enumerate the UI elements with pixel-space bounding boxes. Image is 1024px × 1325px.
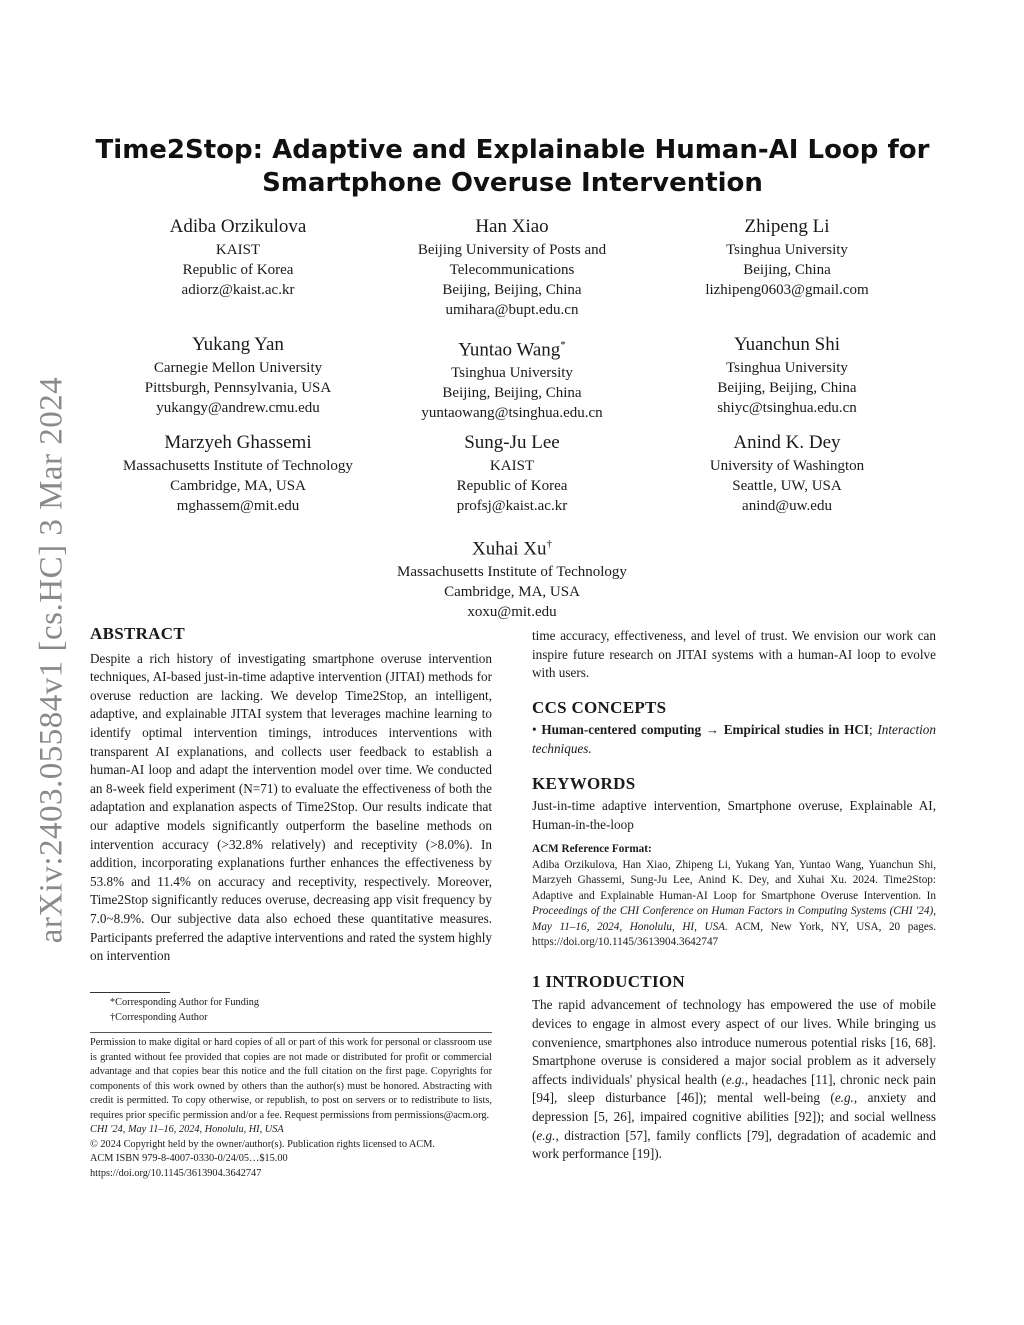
- author-location: Pittsburgh, Pennsylvania, USA: [144, 380, 332, 396]
- author-name: Han Xiao: [475, 216, 549, 237]
- author-location: Beijing, Beijing, China: [717, 380, 857, 396]
- abstract-text: Despite a rich history of investigating smartphone overuse intervention techniques, AI-based just-in-time adaptive intervention (JITAI) methods for overuse reduction are lacking. We develop Time2Stop, an intelligent, adaptive, and explainable JITAI system that leverages machine learning to identify optimal intervention timings, introduces interventions with transparent AI explanations, and collects user feedback to establish a human-AI loop and adapt the intervention model over time. We conducted an 8-week field experiment (N=71) to evaluate the effectiveness of both the adaptation and explanation aspects of Time2Stop. Our results indicate that our adaptive models significantly outperform the baseline methods on intervention accuracy (>32.8% relatively) and receptivity (>8.0%). In addition, incorporating explanations further enhances the effectiveness by 53.8% and 11.4% on accuracy and receptivity, respectively. Moreover, Time2Stop significantly reduces overuse, decreasing app visit frequency by 7.0~8.9%. Our subjective data also echoed these quantitative measures. Participants preferred the adaptive interventions and rated the system highly on intervention: [90, 650, 492, 964]
- author-affiliation: University of Washington: [709, 458, 865, 474]
- author-email[interactable]: yuntaowang@tsinghua.edu.cn: [421, 405, 603, 422]
- author-block: [362, 333, 662, 423]
- ccs-concept: Human-centered computing → Empirical studies in HCI: [541, 722, 869, 738]
- author-affiliation: KAIST: [215, 242, 261, 258]
- intro-part: , distraction [57], family conflicts [79], degradation of academic and work performance [19]).: [532, 1127, 936, 1162]
- ccs-text: [532, 721, 936, 758]
- author-name-text: Xuhai Xu: [472, 538, 547, 560]
- doi-link[interactable]: https://doi.org/10.1145/3613904.3642747: [90, 1167, 262, 1179]
- intro-part: , anxiety and depression [5, 26], impaired cognitive abilities [92]); and social wellness (: [532, 1090, 936, 1143]
- intro-text: [532, 996, 936, 1163]
- abstract-heading: ABSTRACT: [90, 624, 185, 643]
- author-email[interactable]: umihara@bupt.edu.cn: [445, 302, 579, 318]
- ccs-bullet: •: [532, 722, 542, 738]
- ccs-heading: CCS CONCEPTS: [532, 697, 667, 717]
- acm-ref-heading: ACM Reference Format:: [532, 843, 652, 856]
- author-location: Cambridge, MA, USA: [444, 584, 580, 601]
- author-email[interactable]: yukangy@andrew.cmu.edu: [156, 400, 320, 416]
- author-location: Beijing, Beijing, China: [442, 385, 582, 402]
- author-block: [88, 431, 388, 516]
- title-line-1: Time2Stop: Adaptive and Explainable Human-AI Loop for: [95, 135, 930, 165]
- author-location: Beijing, Beijing, China: [442, 282, 582, 298]
- author-location: Cambridge, MA, USA: [170, 478, 306, 494]
- eg-abbr: e.g.: [725, 1071, 745, 1087]
- author-name: [362, 532, 662, 561]
- footnote-corresponding: †Corresponding Author: [110, 1011, 208, 1023]
- intro-part: , headaches [11], chronic neck pain [94], sleep disturbance [46]); mental well-being (: [532, 1071, 936, 1106]
- copyright-line: © 2024 Copyright held by the owner/author(s). Publication rights licensed to ACM.: [90, 1138, 436, 1150]
- author-block: [362, 431, 662, 516]
- funding-mark: *: [560, 339, 566, 351]
- author-email[interactable]: lizhipeng0603@gmail.com: [705, 282, 869, 298]
- author-country: Republic of Korea: [182, 262, 294, 278]
- author-affiliation: Telecommunications: [449, 262, 575, 278]
- permission-text: Permission to make digital or hard copies of all or part of this work for personal or classroom use is granted without fee provided that copies are not made or distributed for profit or commercial advantage and that copies bear this notice and the full citation on the first page. Copyrights for components of this work owned by others than the author(s) must be honored. Abstracting with credit is permitted. To copy otherwise, or republish, to post on servers or to redistribute to lists, requires prior specific permission and/or a fee. Request permissions from permissions@acm.org.: [90, 1037, 492, 1121]
- arxiv-identifier: arXiv:2403.05584v1 [cs.HC] 3 Mar 2024: [33, 376, 70, 944]
- author-location: Seattle, UW, USA: [732, 478, 842, 494]
- acm-ref-tail: ACM, New York, NY, USA, 20 pages. https://doi.org/10.1145/3613904.3642747: [532, 920, 936, 949]
- ccs-separator: ;: [869, 722, 873, 738]
- author-country: Republic of Korea: [456, 478, 568, 494]
- author-name: Zhipeng Li: [744, 216, 830, 237]
- author-block: [637, 215, 937, 300]
- author-name: Sung-Ju Lee: [464, 432, 560, 453]
- acm-ref-venue: Proceedings of the CHI Conference on Human Factors in Computing Systems (CHI '24), May 11–16, 2024, Honolulu, HI, USA.: [532, 905, 936, 933]
- corresponding-mark: †: [546, 538, 552, 550]
- author-email[interactable]: mghassem@mit.edu: [176, 498, 300, 514]
- author-name: Adiba Orzikulova: [169, 216, 307, 237]
- author-name: Marzyeh Ghassemi: [164, 432, 312, 453]
- author-affiliation: Massachusetts Institute of Technology: [397, 564, 627, 581]
- paper-title: [90, 134, 935, 200]
- author-name-text: Yuntao Wang: [458, 339, 561, 361]
- eg-abbr: e.g.: [536, 1127, 556, 1143]
- footnote-rule: [90, 992, 170, 993]
- author-email[interactable]: adiorz@kaist.ac.kr: [181, 282, 295, 298]
- left-column: [90, 625, 492, 966]
- author-email[interactable]: profsj@kaist.ac.kr: [456, 498, 568, 514]
- author-affiliation: Tsinghua University: [726, 360, 848, 376]
- author-email[interactable]: xoxu@mit.edu: [467, 604, 557, 621]
- author-block: [637, 431, 937, 516]
- eg-abbr: e.g.: [834, 1090, 854, 1106]
- permission-block: [90, 1036, 492, 1181]
- permission-rule: [90, 1032, 492, 1033]
- author-name: Yuanchun Shi: [733, 334, 841, 355]
- intro-heading: 1 INTRODUCTION: [532, 971, 685, 991]
- right-column: [532, 627, 936, 1164]
- venue-line: CHI '24, May 11–16, 2024, Honolulu, HI, USA: [90, 1124, 284, 1135]
- author-affiliation: KAIST: [489, 458, 535, 474]
- footnote-funding: *Corresponding Author for Funding: [110, 997, 260, 1008]
- author-block: [88, 333, 388, 418]
- isbn-line: ACM ISBN 979-8-4007-0330-0/24/05…$15.00: [90, 1153, 288, 1164]
- footnotes: [110, 996, 490, 1025]
- keywords-heading: KEYWORDS: [532, 773, 636, 793]
- acm-ref-citation: Adiba Orzikulova, Han Xiao, Zhipeng Li, Yukang Yan, Yuntao Wang, Yuanchun Shi, Marzyeh Ghassemi, Sung-Ju Lee, Anind K. Dey, and Xuhai Xu. 2024. Time2Stop: Adaptive and Explainable Human-AI Loop for Smartphone Overuse Intervention. In: [532, 858, 936, 902]
- author-affiliation: Beijing University of Posts and: [417, 242, 607, 258]
- author-name: Anind K. Dey: [733, 432, 841, 453]
- author-name: [362, 333, 662, 362]
- abstract-continuation: time accuracy, effectiveness, and level of trust. We envision our work can inspire future research on JITAI systems with a human-AI loop to evolve with users.: [532, 628, 936, 681]
- author-block: [637, 333, 937, 418]
- author-affiliation: Carnegie Mellon University: [153, 360, 323, 376]
- author-affiliation: Massachusetts Institute of Technology: [123, 458, 353, 474]
- acm-ref-text: [532, 858, 936, 951]
- author-block: [88, 215, 388, 300]
- keywords-text: Just-in-time adaptive intervention, Smartphone overuse, Explainable AI, Human-in-the-loop: [532, 798, 936, 832]
- ccs-subconcept: Interaction techniques.: [532, 722, 936, 756]
- author-affiliation: Tsinghua University: [451, 365, 573, 382]
- author-email[interactable]: shiyc@tsinghua.edu.cn: [717, 400, 857, 416]
- author-affiliation: Tsinghua University: [726, 242, 848, 258]
- author-block: [362, 532, 662, 622]
- author-email[interactable]: anind@uw.edu: [742, 498, 832, 514]
- title-line-2: Smartphone Overuse Intervention: [262, 168, 763, 198]
- author-name: Yukang Yan: [192, 334, 284, 355]
- author-block: [362, 215, 662, 320]
- author-location: Beijing, China: [743, 262, 831, 278]
- intro-part: The rapid advancement of technology has empowered the use of mobile devices to engage in almost every aspect of our lives. While bringing us convenience, smartphones also introduce numerous potential risks [16, 68]. Smartphone overuse is considered a major social problem as it adversely affects individuals' physical health (: [532, 997, 936, 1087]
